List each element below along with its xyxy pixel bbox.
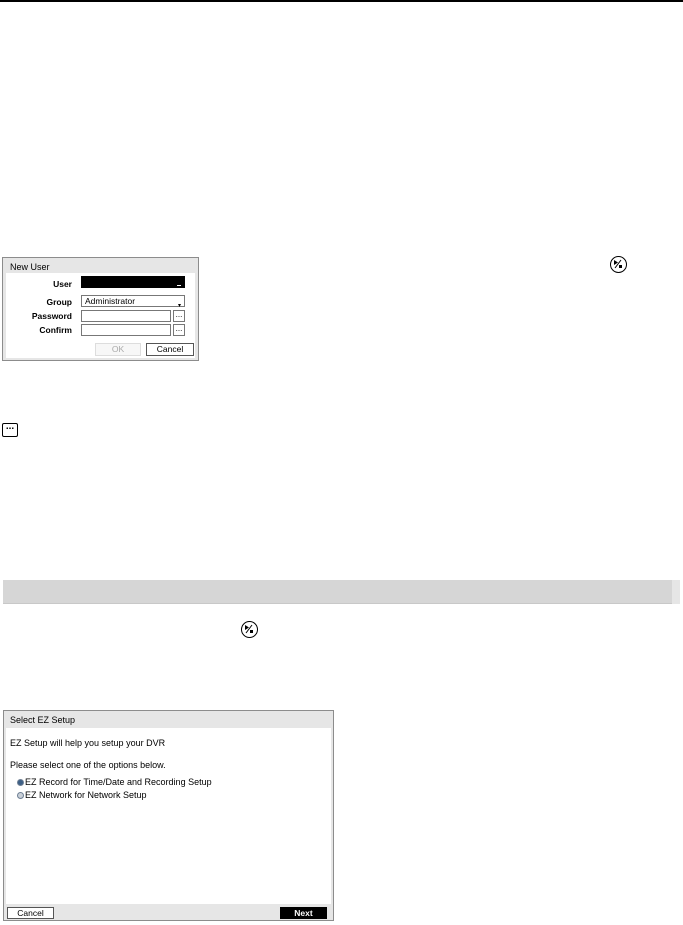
group-label: Group — [46, 297, 72, 307]
password-input[interactable] — [81, 310, 171, 322]
play-stop-button-icon — [241, 621, 258, 638]
group-value: Administrator — [85, 296, 136, 306]
user-label: User — [53, 279, 72, 289]
section-heading-band — [3, 580, 680, 604]
confirm-keyboard-button[interactable]: ... — [173, 324, 185, 336]
dialog-body — [6, 728, 331, 904]
top-rule — [0, 0, 683, 2]
ok-button[interactable]: OK — [95, 343, 141, 356]
group-select[interactable] — [81, 295, 185, 307]
user-input[interactable] — [81, 276, 185, 288]
confirm-input[interactable] — [81, 324, 171, 336]
play-stop-button-icon — [610, 256, 627, 273]
ez-setup-dialog — [3, 710, 334, 921]
password-label: Password — [31, 311, 72, 321]
ez-record-radio[interactable] — [17, 779, 24, 786]
ellipsis-button-icon: ... — [2, 423, 18, 437]
new-user-dialog — [2, 257, 199, 361]
play-stop-glyph — [242, 622, 256, 636]
cancel-button[interactable]: Cancel — [7, 907, 54, 919]
dialog-body — [6, 273, 195, 358]
chevron-down-icon: ▾ — [177, 303, 181, 309]
next-button[interactable]: Next — [280, 907, 327, 919]
prompt-text: Please select one of the options below. — [10, 760, 166, 770]
ez-record-label[interactable]: EZ Record for Time/Date and Recording Setup — [25, 777, 212, 787]
password-keyboard-button[interactable]: ... — [173, 310, 185, 322]
cancel-button[interactable]: Cancel — [146, 343, 194, 356]
dialog-title: New User — [10, 262, 50, 272]
ez-network-radio[interactable] — [17, 792, 24, 799]
intro-text: EZ Setup will help you setup your DVR — [10, 738, 166, 748]
text-cursor — [177, 285, 181, 286]
band-edge — [672, 580, 680, 604]
play-stop-glyph — [611, 257, 625, 271]
confirm-label: Confirm — [39, 325, 72, 335]
dialog-title: Select EZ Setup — [10, 715, 76, 725]
ez-network-label[interactable]: EZ Network for Network Setup — [25, 790, 147, 800]
